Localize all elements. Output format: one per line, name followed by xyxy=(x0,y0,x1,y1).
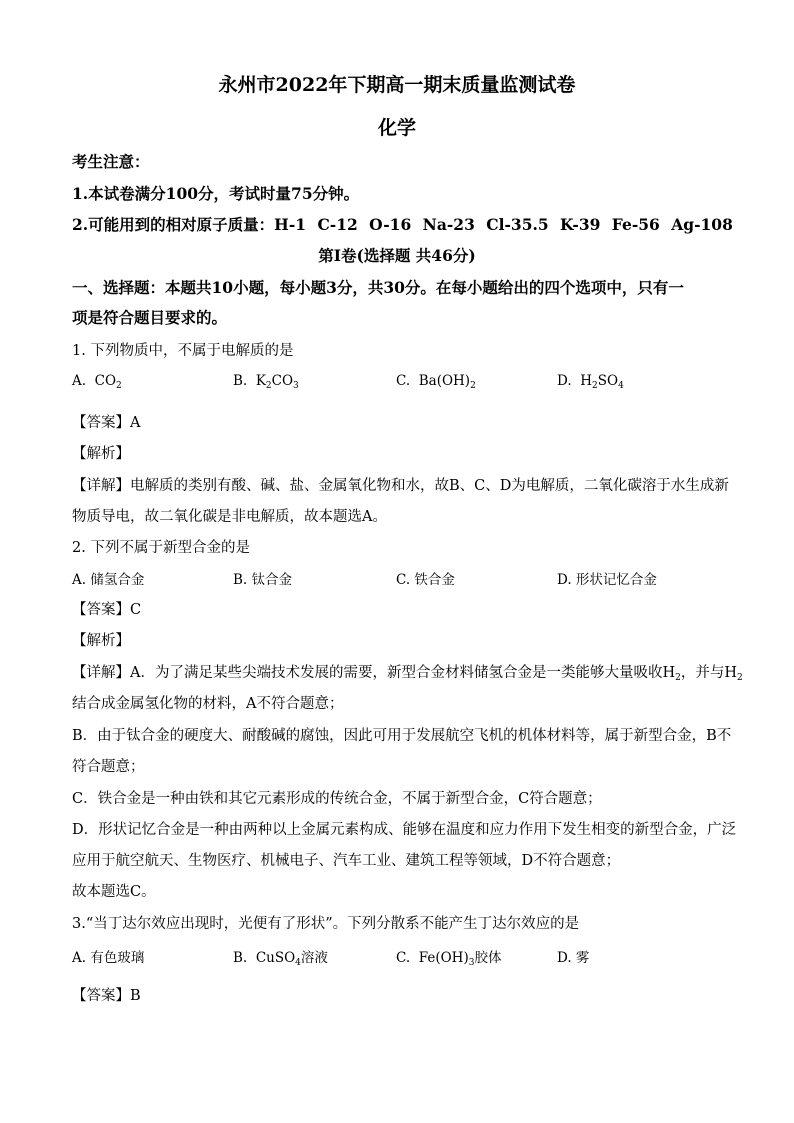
q2-detail-d-line2: 应用于航空航天、生物医疗、机械电子、汽车工业、建筑工程等领域，D不符合题意； xyxy=(72,853,621,869)
exam-title: 永州市2022年下期高一期末质量监测试卷 xyxy=(218,74,576,96)
q2-option-c: C. 铁合金 xyxy=(396,572,455,588)
q2-detail-d-line1: D．形状记忆合金是一种由两种以上金属元素构成、能够在温度和应力作用下发生相变的新型合金，广泛 xyxy=(72,822,737,838)
section-instruction-line1: 一、选择题：本题共10小题，每小题3分，共30分。在每小题给出的四个选项中，只有一 xyxy=(72,278,684,297)
q1-detail-line2: 物质导电，故二氧化碳是非电解质，故本题选A。 xyxy=(72,509,387,525)
q1-detail-line1: 【详解】电解质的类别有酸、碱、盐、金属氧化物和水，故B、C、D为电解质，二氧化碳溶于水生成新 xyxy=(72,478,729,494)
q1-answer: 【答案】A xyxy=(72,415,141,431)
q2-answer: 【答案】C xyxy=(72,602,142,618)
q2-stem: 2. 下列不属于新型合金的是 xyxy=(72,540,250,556)
q2-detail-conclusion: 故本题选C。 xyxy=(72,884,156,900)
q1-stem: 1. 下列物质中，不属于电解质的是 xyxy=(72,343,294,359)
q3-option-c: C. $Fe(OH)_3$胶体 xyxy=(396,950,502,968)
part1-heading: 第I卷(选择题 共46分) xyxy=(318,246,476,265)
q1-option-d: D. $H_2SO_4$ xyxy=(557,373,624,391)
notice-item-1: 1.本试卷满分100分，考试时量75分钟。 xyxy=(72,184,360,203)
q3-option-a: A. 有色玻璃 xyxy=(72,950,145,966)
section-instruction-line2: 项是符合题目要求的。 xyxy=(72,308,228,327)
q3-option-d: D. 雾 xyxy=(557,950,590,966)
q3-answer: 【答案】B xyxy=(72,988,141,1004)
q2-option-a: A. 储氢合金 xyxy=(72,572,145,588)
q1-option-a: A. $CO_2$ xyxy=(72,373,122,391)
notice-item-2: 2.可能用到的相对原子质量：H-1 C-12 O-16 Na-23 Cl-35.5 K-39 Fe-56 Ag-108 xyxy=(72,215,733,234)
q2-detail-a-line2: 结合成金属氢化物的材料，A不符合题意； xyxy=(72,696,344,712)
q2-detail-c: C．铁合金是一种由铁和其它元素形成的传统合金，不属于新型合金，C符合题意； xyxy=(72,791,602,807)
q1-option-c: C. $Ba(OH)_2$ xyxy=(396,373,476,391)
q1-analysis-label: 【解析】 xyxy=(72,446,130,462)
notice-heading: 考生注意： xyxy=(72,152,150,171)
q2-option-b: B. 钛合金 xyxy=(233,572,293,588)
q2-analysis-label: 【解析】 xyxy=(72,633,130,649)
q3-stem: 3.“当丁达尔效应出现时，光便有了形状”。下列分散系不能产生丁达尔效应的是 xyxy=(72,916,580,932)
exam-subject: 化学 xyxy=(377,117,416,139)
q3-option-b: B. CuSO$_4$溶液 xyxy=(233,950,328,968)
q2-detail-b-line2: 符合题意； xyxy=(72,759,145,775)
q1-option-b: B. $K_2CO_3$ xyxy=(233,373,299,391)
q2-detail-b-line1: B．由于钛合金的硬度大、耐酸碱的腐蚀，因此可用于发展航空飞机的机体材料等，属于新型合金，B不 xyxy=(72,728,732,744)
q2-option-d: D. 形状记忆合金 xyxy=(557,572,657,588)
q2-detail-a-line1: 【详解】A．为了满足某些尖端技术发展的需要，新型合金材料储氢合金是一类能够大量吸收$H_2$，并与$H_2$ xyxy=(72,665,743,683)
